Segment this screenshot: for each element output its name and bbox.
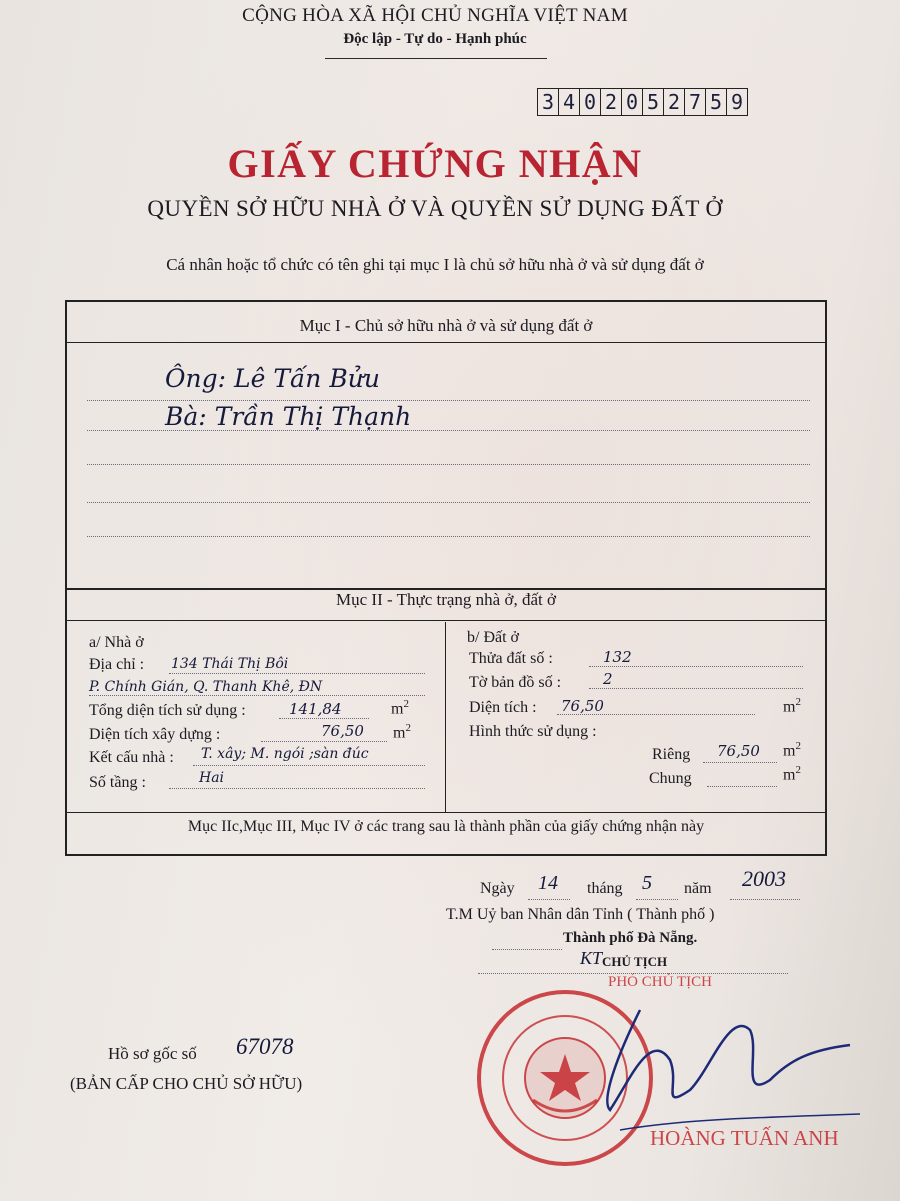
- dotted-line: [557, 713, 755, 715]
- intro-text: Cá nhân hoặc tổ chức có tên ghi tại mục I là chủ sở hữu nhà ở và sử dụng đất ở: [166, 255, 704, 274]
- vice-chair-title: PHÓ CHỦ TỊCH: [608, 974, 712, 990]
- document-title: GIẤY CHỨNG NHẬN: [227, 141, 643, 186]
- serial-digit: 2: [601, 89, 622, 115]
- unit: m: [391, 700, 404, 718]
- dotted-line: [87, 536, 810, 537]
- dotted-line: [703, 761, 777, 763]
- serial-digit: 0: [580, 89, 601, 115]
- section-2-box: [65, 586, 827, 856]
- dotted-line: [261, 740, 387, 742]
- address-line-2: P. Chính Gián, Q. Thanh Khê, ĐN: [89, 679, 323, 695]
- owner-1: Ông: Lê Tấn Bửu: [165, 364, 380, 393]
- document-subtitle: QUYỀN SỞ HỮU NHÀ Ở VÀ QUYỀN SỬ DỤNG ĐẤT Ở: [147, 196, 723, 221]
- serial-digit: 0: [622, 89, 643, 115]
- dotted-line: [589, 665, 803, 667]
- total-area-unit: [391, 698, 409, 718]
- record-label: Hồ sơ gốc số: [108, 1044, 197, 1063]
- built-area-label: Diện tích xây dựng :: [89, 726, 221, 743]
- date-year: 2003: [742, 866, 786, 891]
- parcel-value: 132: [603, 648, 632, 666]
- record-number: 67078: [236, 1034, 294, 1059]
- land-area-value: 76,50: [561, 697, 604, 715]
- date-day-label: Ngày: [480, 880, 515, 897]
- dotted-line: [169, 672, 425, 674]
- section-2-divider: [67, 620, 825, 621]
- column-divider: [445, 622, 446, 812]
- section-1-divider: [67, 342, 825, 343]
- dotted-line: [730, 898, 800, 900]
- dotted-line: [589, 687, 803, 689]
- authority: T.M Uỷ ban Nhân dân Tỉnh ( Thành phố ): [446, 906, 715, 923]
- dotted-line: [279, 717, 369, 719]
- unit: m: [783, 766, 796, 784]
- address-label: Địa chỉ :: [89, 656, 145, 673]
- floors-label: Số tầng :: [89, 774, 146, 791]
- unit-superscript: 2: [403, 698, 409, 710]
- country-header: CỘNG HÒA XÃ HỘI CHỦ NGHĨA VIỆT NAM: [242, 5, 628, 26]
- unit: m: [783, 698, 796, 716]
- date-day: 14: [538, 872, 558, 894]
- land-area-label: Diện tích :: [469, 699, 537, 716]
- private-label: Riêng: [652, 746, 691, 763]
- structure-label: Kết cấu nhà :: [89, 749, 174, 766]
- section-1-box: [65, 300, 827, 590]
- serial-digit: 5: [706, 89, 727, 115]
- section-2-footer: Mục IIc,Mục III, Mục IV ở các trang sau là thành phần của giấy chứng nhận này: [187, 818, 705, 835]
- usage-label: Hình thức sử dụng :: [469, 723, 597, 740]
- dotted-line: [528, 898, 570, 900]
- section-1-title: Mục I - Chủ sở hữu nhà ở và sử dụng đất ở: [299, 316, 593, 335]
- serial-digit: 7: [685, 89, 706, 115]
- dotted-line: [87, 502, 810, 503]
- land-area-unit: [783, 696, 801, 716]
- total-area-value: 141,84: [289, 700, 342, 718]
- serial-digit: 9: [730, 90, 744, 114]
- serial-digit: 2: [664, 89, 685, 115]
- date-month: 5: [642, 872, 652, 894]
- motto-underline: [325, 58, 547, 59]
- total-area-label: Tổng diện tích sử dụng :: [89, 702, 246, 719]
- unit-superscript: 2: [795, 740, 801, 752]
- address-line-1: 134 Thái Thị Bôi: [171, 656, 289, 672]
- date-month-label: tháng: [587, 880, 623, 897]
- map-label: Tờ bản đồ số :: [469, 674, 562, 691]
- unit: m: [393, 724, 406, 742]
- house-heading: a/ Nhà ở: [89, 634, 144, 651]
- owner-2: Bà: Trần Thị Thạnh: [165, 402, 412, 431]
- dotted-line: [87, 400, 810, 401]
- dotted-line: [492, 948, 562, 950]
- parcel-label: Thửa đất số :: [469, 650, 553, 667]
- floors-value: Hai: [199, 770, 225, 786]
- structure-value: T. xây; M. ngói ;sàn đúc: [201, 746, 369, 762]
- private-value: 76,50: [717, 742, 760, 760]
- unit-superscript: 2: [795, 764, 801, 776]
- map-value: 2: [603, 670, 613, 688]
- date-year-label: năm: [684, 880, 712, 897]
- dotted-line: [87, 430, 810, 431]
- section-2-footer-divider: [67, 812, 825, 813]
- chair-prefix: KT: [580, 948, 603, 968]
- section-2-title: Mục II - Thực trạng nhà ở, đất ở: [336, 590, 556, 609]
- motto: Độc lập - Tự do - Hạnh phúc: [343, 31, 527, 47]
- signer-name: HOÀNG TUẤN ANH: [650, 1126, 839, 1150]
- dotted-line: [87, 464, 810, 465]
- unit-superscript: 2: [405, 722, 411, 734]
- land-heading: b/ Đất ở: [467, 629, 520, 646]
- serial-digit: 5: [643, 89, 664, 115]
- private-unit: [783, 740, 801, 760]
- dotted-line: [636, 898, 678, 900]
- serial-digit: 3: [538, 89, 559, 115]
- chair-title: CHỦ TỊCH: [602, 954, 668, 969]
- serial-digit: 4: [559, 89, 580, 115]
- city: Thành phố Đà Nẵng.: [563, 930, 698, 946]
- shared-label: Chung: [649, 770, 692, 787]
- built-area-unit: [393, 722, 411, 742]
- shared-unit: [783, 764, 801, 784]
- copy-note: (BẢN CẤP CHO CHỦ SỞ HỮU): [70, 1074, 303, 1093]
- signature-icon: [560, 990, 860, 1140]
- built-area-value: 76,50: [321, 722, 364, 740]
- unit-superscript: 2: [795, 696, 801, 708]
- unit: m: [783, 742, 796, 760]
- dotted-line: [169, 787, 425, 789]
- serial-number-box: [537, 88, 748, 116]
- dotted-line: [89, 694, 425, 696]
- dotted-line: [193, 764, 425, 766]
- dotted-line: [707, 785, 777, 787]
